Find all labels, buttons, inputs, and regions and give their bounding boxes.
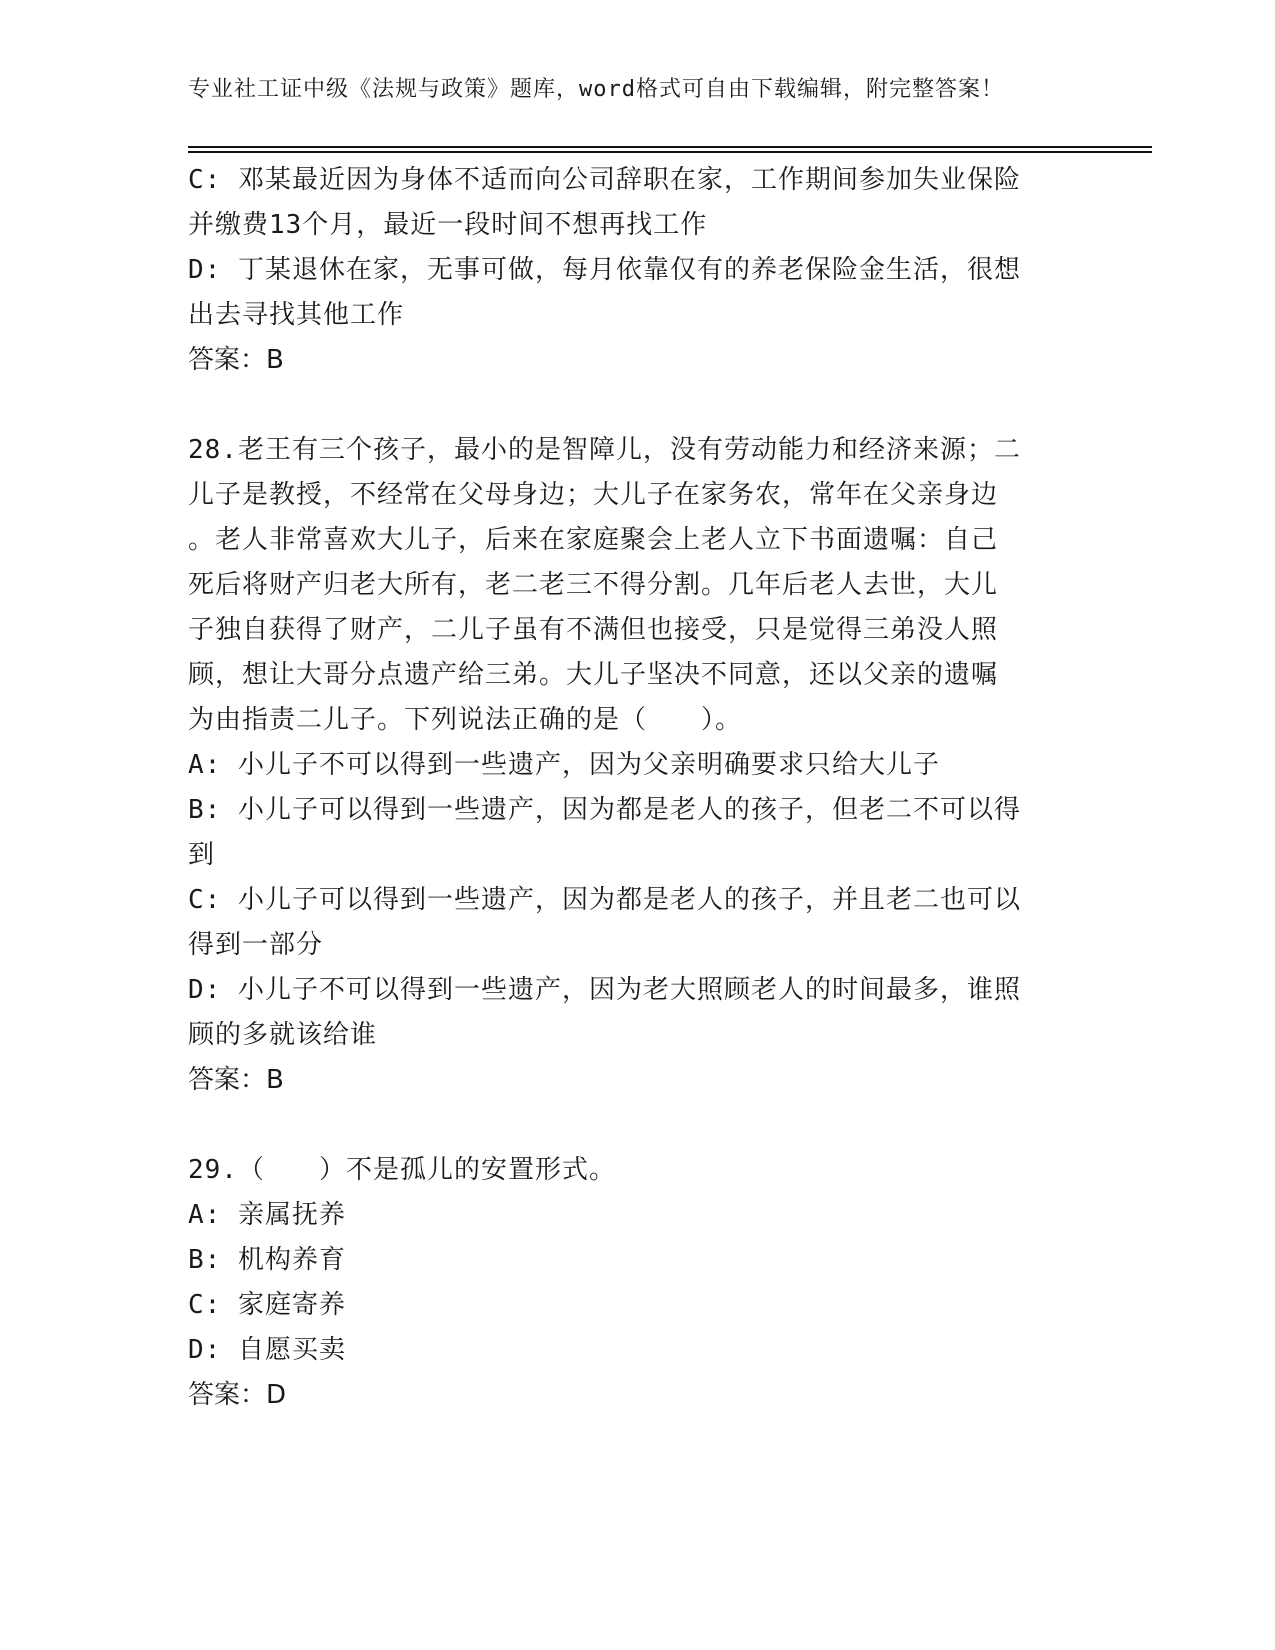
question-stem-line: 顾，想让大哥分点遗产给三弟。大儿子坚决不同意，还以父亲的遗嘱 [188, 660, 999, 690]
option-b-line-2: 到 [188, 840, 216, 870]
option-d-line-1: D: 小儿子不可以得到一些遗产，因为老大照顾老人的时间最多，谁照 [188, 975, 1021, 1005]
option-c-line-2: 并缴费13个月，最近一段时间不想再找工作 [188, 210, 708, 240]
option-d-line-1: D: 丁某退休在家，无事可做，每月依靠仅有的养老保险金生活，很想 [188, 255, 1021, 285]
answer-label: 答案：D [188, 1380, 287, 1410]
option-d-line-2: 出去寻找其他工作 [188, 300, 405, 330]
question-stem-line: 儿子是教授，不经常在父母身边；大儿子在家务农，常年在父亲身边 [188, 480, 999, 510]
question-stem-line: 29.（ ）不是孤儿的安置形式。 [188, 1155, 616, 1185]
option-c-line-2: 得到一部分 [188, 930, 324, 960]
spacer [188, 383, 1088, 428]
spacer [188, 1103, 1088, 1148]
question-stem-line: 。老人非常喜欢大儿子，后来在家庭聚会上老人立下书面遗嘱：自己 [188, 525, 999, 555]
option-d-line-2: 顾的多就该给谁 [188, 1020, 378, 1050]
question-stem-line: 28.老王有三个孩子，最小的是智障儿，没有劳动能力和经济来源；二 [188, 435, 1021, 465]
question-27-tail [188, 158, 1088, 383]
option-c-line-1: C: 小儿子可以得到一些遗产，因为都是老人的孩子，并且老二也可以 [188, 885, 1021, 915]
option-d: D: 自愿买卖 [188, 1335, 346, 1365]
option-c: C: 家庭寄养 [188, 1290, 346, 1320]
document-body [188, 158, 1088, 1418]
header-rule-top [188, 146, 1152, 148]
answer-label: 答案：B [188, 1065, 284, 1095]
header-rule-bottom [188, 151, 1152, 153]
question-29 [188, 1148, 1088, 1418]
option-b: B: 机构养育 [188, 1245, 346, 1275]
question-28 [188, 428, 1088, 1103]
question-stem-line: 为由指责二儿子。下列说法正确的是（ ）。 [188, 705, 743, 735]
page-header: 专业社工证中级《法规与政策》题库，word格式可自由下载编辑，附完整答案！ [188, 77, 1004, 102]
option-b-line-1: B: 小儿子可以得到一些遗产，因为都是老人的孩子，但老二不可以得 [188, 795, 1021, 825]
option-a-line-1: A: 小儿子不可以得到一些遗产，因为父亲明确要求只给大儿子 [188, 750, 940, 780]
question-stem-line: 子独自获得了财产，二儿子虽有不满但也接受，只是觉得三弟没人照 [188, 615, 999, 645]
answer-label: 答案：B [188, 345, 284, 375]
question-stem-line: 死后将财产归老大所有，老二老三不得分割。几年后老人去世，大儿 [188, 570, 999, 600]
option-c-line-1: C: 邓某最近因为身体不适而向公司辞职在家，工作期间参加失业保险 [188, 165, 1021, 195]
option-a: A: 亲属抚养 [188, 1200, 346, 1230]
